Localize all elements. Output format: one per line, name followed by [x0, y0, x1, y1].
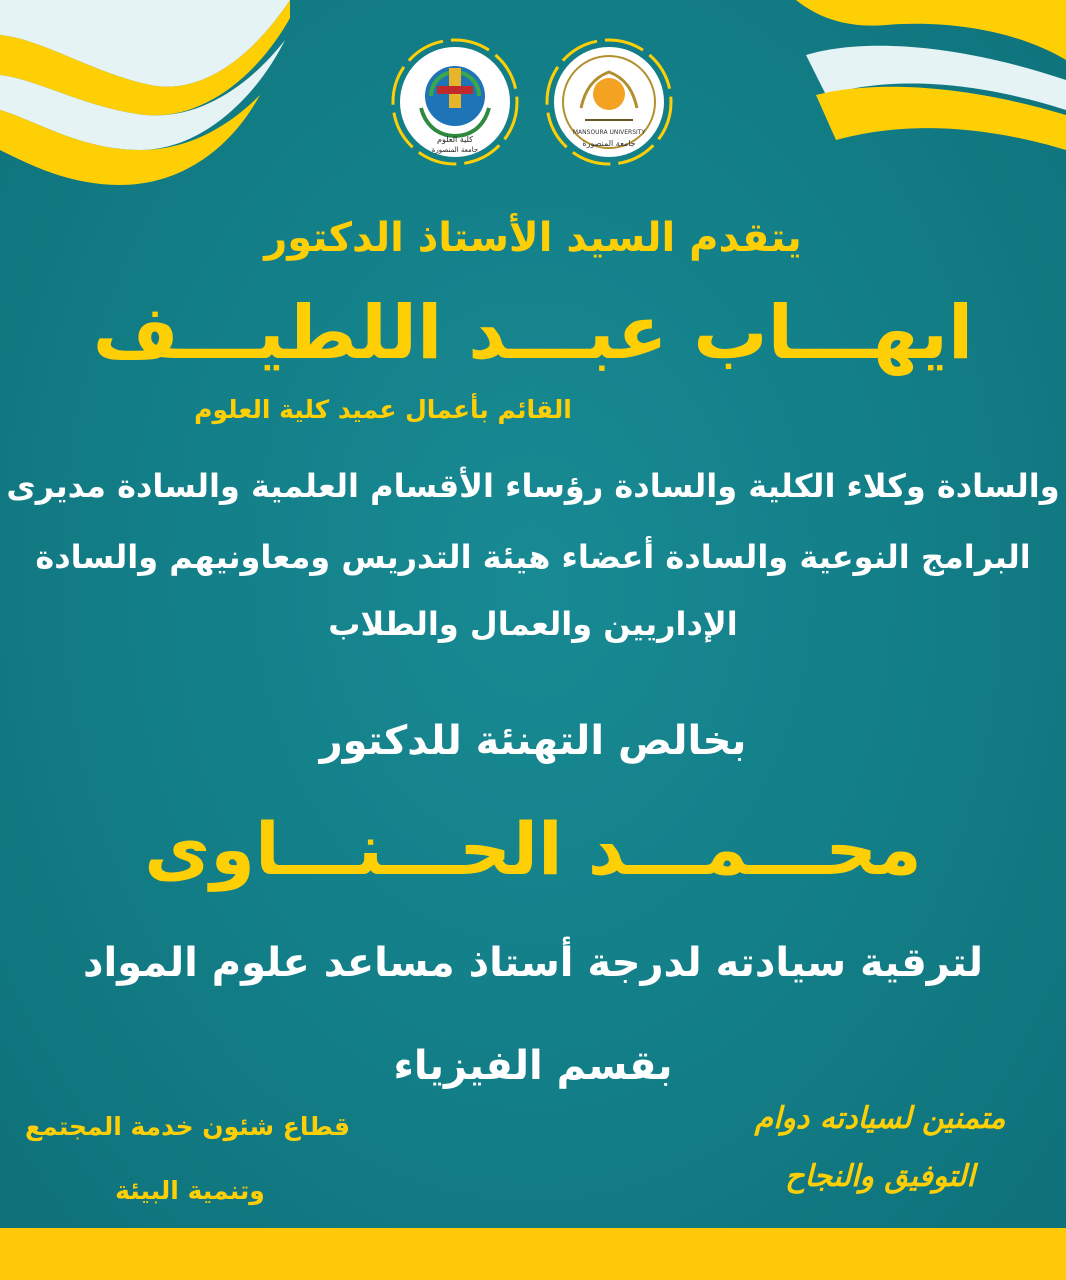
- svg-text:كلية العلوم: كلية العلوم: [437, 135, 473, 144]
- body-line-2: البرامج النوعية والسادة أعضاء هيئة التدريس ومعاونيهم والسادة: [35, 538, 1031, 576]
- footer-wishes-block: [715, 1090, 1045, 1206]
- bottom-accent-bar: [0, 1228, 1066, 1280]
- svg-text:جامعة المنصورة: جامعة المنصورة: [431, 146, 479, 154]
- promotion-line-2: بقسم الفيزياء: [393, 1043, 673, 1089]
- svg-text:جامعة المنصورة: جامعة المنصورة: [582, 139, 636, 148]
- svg-text:MANSOURA UNIVERSITY: MANSOURA UNIVERSITY: [572, 129, 646, 136]
- footer-wishes-line-2: التوفيق والنجاح: [785, 1159, 975, 1194]
- mansoura-university-logo-icon: [545, 38, 673, 166]
- decorative-wave-left: [0, 0, 290, 190]
- footer-sector-line-2: وتنمية البيئة: [115, 1176, 265, 1205]
- body-line-3: الإداريين والعمال والطلاب: [328, 605, 738, 643]
- decorative-wave-right: [796, 0, 1066, 170]
- footer-sector-block: [25, 1095, 350, 1223]
- footer-wishes-line-1: متمنين لسيادته دوام: [754, 1101, 1006, 1136]
- promotion-line-1: لترقية سيادته لدرجة أستاذ مساعد علوم المواد: [82, 940, 984, 986]
- faculty-of-science-logo-icon: [391, 38, 519, 166]
- body-line-1: والسادة وكلاء الكلية والسادة رؤساء الأقسام العلمية والسادة مديرى: [6, 467, 1060, 505]
- footer-sector-line-1: قطاع شئون خدمة المجتمع: [25, 1112, 350, 1141]
- intro-heading: يتقدم السيد الأستاذ الدكتور: [264, 215, 802, 261]
- presenter-title: القائم بأعمال عميد كلية العلوم: [194, 395, 572, 424]
- congrats-heading: بخالص التهنئة للدكتور: [319, 718, 747, 764]
- honoree-name: محـــمـــد الحـــنـــاوى: [144, 807, 922, 891]
- presenter-name: ايهـــاب عبـــد اللطيـــف: [92, 290, 974, 376]
